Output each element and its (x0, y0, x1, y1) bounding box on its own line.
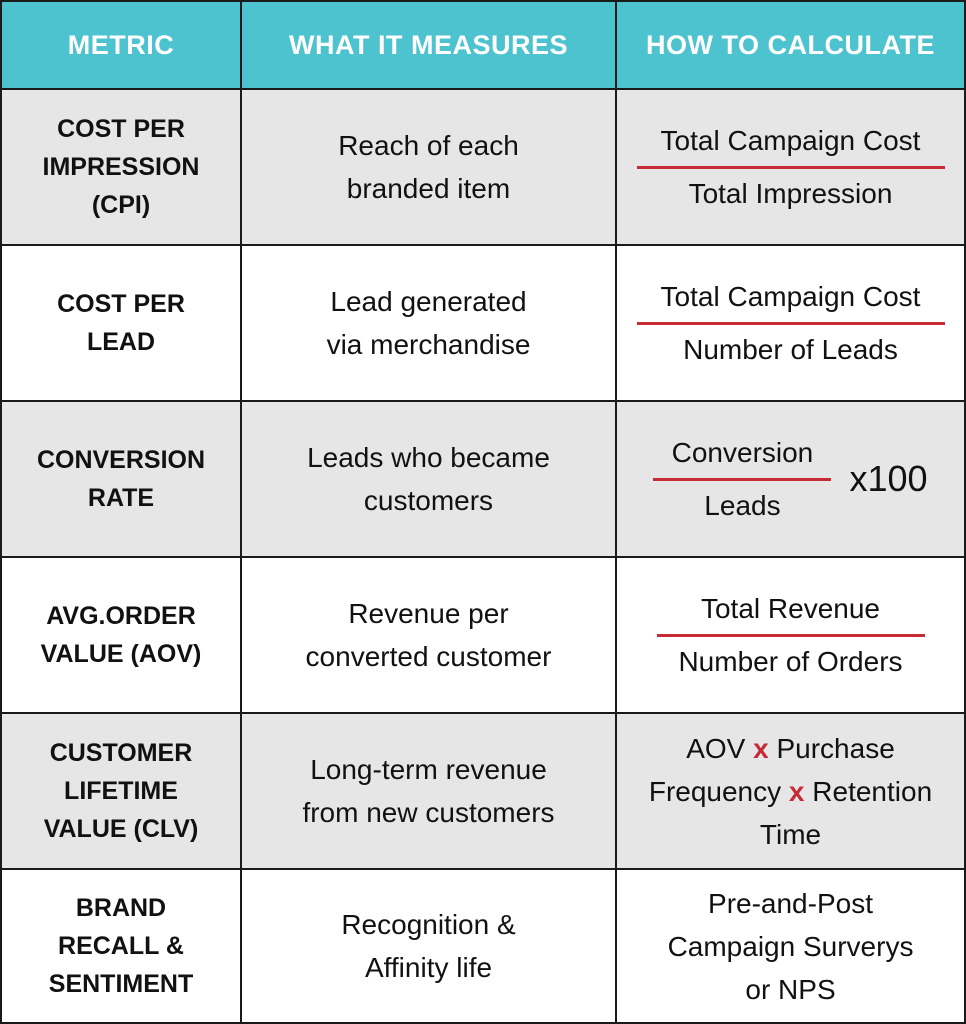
formula-term: Purchase (776, 732, 895, 764)
calculation-cell (617, 714, 966, 870)
header-how-to-calculate: HOW TO CALCULATE (617, 0, 966, 90)
metric-cell (0, 558, 242, 714)
clv-formula (649, 727, 932, 856)
calculation-cell (617, 558, 966, 714)
metric-cell (0, 870, 242, 1024)
formula-term: Retention (812, 775, 933, 807)
denominator: Number of Leads (683, 333, 898, 365)
metric-line: LEAD (86, 328, 156, 356)
calculation-cell (617, 402, 966, 558)
calc-line: or NPS (745, 973, 836, 1005)
measure-line: Leads who became (307, 442, 550, 473)
table-row-clv (0, 714, 966, 870)
metric-line: AVG.ORDER (46, 602, 196, 630)
metric-line: VALUE (AOV) (40, 640, 202, 668)
table-header (0, 0, 966, 90)
formula-line (649, 727, 932, 770)
multiply-sign: x (788, 775, 805, 807)
metric-cell (0, 714, 242, 870)
measure-line: via merchandise (326, 329, 531, 360)
numerator: Total Campaign Cost (660, 280, 921, 312)
measure-line: Affinity life (364, 952, 493, 983)
metric-cell (0, 90, 242, 246)
fraction-formula (637, 125, 945, 210)
numerator: Total Revenue (700, 592, 880, 624)
metric-line: LIFETIME (64, 777, 178, 805)
fraction-formula (637, 281, 945, 366)
measure-line: Reach of each (338, 130, 519, 161)
header-metric: METRIC (0, 0, 242, 90)
denominator: Leads (704, 489, 781, 521)
measure-line: branded item (346, 173, 511, 204)
table-row-brand-recall (0, 870, 966, 1024)
metric-line: SENTIMENT (48, 970, 194, 998)
metric-line: IMPRESSION (42, 153, 200, 181)
table-row-aov (0, 558, 966, 714)
formula-line (649, 770, 932, 813)
metric-line: CUSTOMER (49, 739, 193, 767)
formula-term: AOV (686, 732, 746, 764)
measure-cell (242, 714, 617, 870)
calc-line: Campaign Surverys (667, 930, 914, 962)
formula-term: Time (759, 818, 822, 850)
measure-cell (242, 402, 617, 558)
measure-line: from new customers (302, 797, 555, 828)
measure-line: converted customer (305, 641, 552, 672)
formula-line (649, 813, 932, 856)
metric-line: COST PER (57, 290, 185, 318)
numerator: Conversion (671, 436, 814, 468)
calculation-cell (617, 246, 966, 402)
metric-line: RATE (87, 484, 155, 512)
metric-line: RECALL & (58, 932, 184, 960)
measure-line: Revenue per (348, 598, 509, 629)
metric-cell (0, 246, 242, 402)
metric-line: CONVERSION (36, 446, 206, 474)
measure-cell (242, 558, 617, 714)
measure-line: Lead generated (330, 286, 527, 317)
header-what-it-measures: WHAT IT MEASURES (242, 0, 617, 90)
measure-cell (242, 870, 617, 1024)
denominator: Total Impression (688, 177, 893, 209)
fraction-formula (653, 437, 831, 522)
measure-line: Recognition & (341, 909, 516, 940)
metric-line: COST PER (57, 115, 185, 143)
metric-line: BRAND (75, 894, 167, 922)
measure-line: Long-term revenue (310, 754, 547, 785)
denominator: Number of Orders (678, 645, 903, 677)
multiplier: x100 (849, 458, 928, 499)
table-row-conversion-rate (0, 402, 966, 558)
measure-line: customers (363, 485, 494, 516)
fraction-formula (657, 593, 925, 678)
metric-line: (CPI) (91, 191, 151, 219)
table-row-cost-per-lead (0, 246, 966, 402)
table-row-cpi (0, 90, 966, 246)
metric-line: VALUE (CLV) (43, 815, 199, 843)
calculation-cell (617, 90, 966, 246)
numerator: Total Campaign Cost (660, 124, 921, 156)
multiply-sign: x (753, 732, 769, 764)
conversion-formula (653, 437, 927, 522)
measure-cell (242, 246, 617, 402)
measure-cell (242, 90, 617, 246)
calc-line: Pre-and-Post (708, 887, 873, 919)
formula-term: Frequency (648, 775, 782, 807)
calculation-cell (617, 870, 966, 1024)
metric-cell (0, 402, 242, 558)
